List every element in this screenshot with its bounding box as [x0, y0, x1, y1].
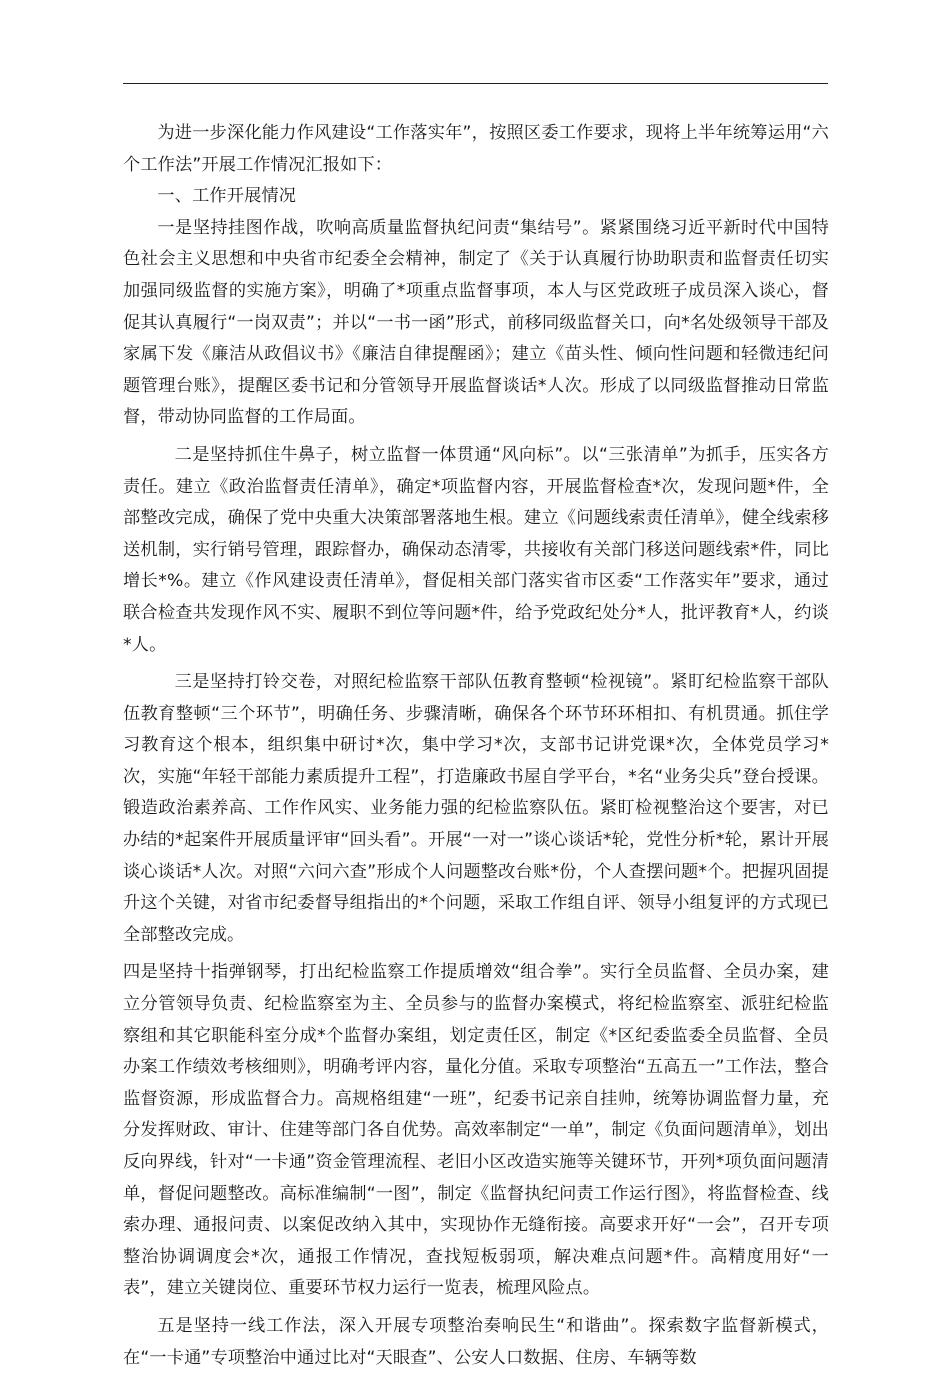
- paragraph-5: 五是坚持一线工作法，深入开展专项整治奏响民生“和谐曲”。探索数字监督新模式，在“一卡通”专项整治中通过比对“天眼查”、公安人口数据、住房、车辆等数: [123, 1315, 829, 1368]
- paragraph-4: 四是坚持十指弹钢琴，打出纪检监察工作提质增效“组合拳”。实行全员监督、全员办案，建立分管领导负责、纪检监察室为主、全员参与的监督办案模式，将纪检监察室、派驻纪检监察组和其它职能科室分成*个监督办案组，划定责任区，制定《*区纪委监委全员监督、全员办案工作绩效考核细则》，明确考评内容，量化分值。采取专项整治“五高五一”工作法，整合监督资源，形成监督合力。高规格组建“一班”，纪委书记亲自挂帅，统筹协调监督力量，充分发挥财政、审计、住建等部门各自优势。高效率制定“一单”，制定《负面问题清单》，划出反向界线，针对“一卡通”资金管理流程、老旧小区改造实施等关键环节，开列*项负面问题清单，督促问题整改。高标准编制“一图”，制定《监督执纪问责工作运行图》，将监督检查、线索办理、通报问责、以案促改纳入其中，实现协作无缝衔接。高要求开好“一会”，召开专项整治协调调度会*次，通报工作情况，查找短板弱项，解决难点问题*件。高精度用好“一表”，建立关键岗位、重要环节权力运行一览表，梳理风险点。: [123, 962, 829, 1299]
- paragraph-3: 三是坚持打铃交卷，对照纪检监察干部队伍教育整顿“检视镜”。紧盯纪检监察干部队伍教育整顿“三个环节”，明确任务、步骤清晰，确保各个环节环环相扣、有机贯通。抓住学习教育这个根本，组织集中研讨*次，集中学习*次，支部书记讲党课*次，全体党员学习*次，实施“年轻干部能力素质提升工程”，打造廉政书屋自学平台，*名“业务尖兵”登台授课。锻造政治素养高、工作作风实、业务能力强的纪检监察队伍。紧盯检视整治这个要害，对已办结的*起案件开展质量评审“回头看”。开展“一对一”谈心谈话*轮，党性分析*轮，累计开展谈心谈话*人次。对照“六问六查”形成个人问题整改台账*份，个人查摆问题*个。把握巩固提升这个关键，对省市纪委督导组指出的*个问题，采取工作组自评、领导小组复评的方式现已全部整改完成。: [123, 672, 829, 945]
- header-rule: [123, 83, 828, 84]
- paragraph-1: 一是坚持挂图作战，吹响高质量监督执纪问责“集结号”。紧紧围绕习近平新时代中国特色社会主义思想和中央省市纪委全会精神，制定了《关于认真履行协助职责和监督责任切实加强同级监督的实施方案》，明确了*项重点监督事项，本人与区党政班子成员深入谈心，督促其认真履行“一岗双责”；并以“一书一函”形式，前移同级监督关口，向*名处级领导干部及家属下发《廉洁从政倡议书》《廉洁自律提醒函》；建立《苗头性、倾向性问题和轻微违纪问题管理台账》，提醒区委书记和分管领导开展监督谈话*人次。形成了以同级监督推动日常监督，带动协同监督的工作局面。: [123, 217, 829, 428]
- section-heading: 一、工作开展情况: [157, 186, 297, 207]
- paragraph-2: 二是坚持抓住牛鼻子，树立监督一体贯通“风向标”。以“三张清单”为抓手，压实各方责任。建立《政治监督责任清单》，确定*项监督内容，开展监督检查*次，发现问题*件，全部整改完成，确保了党中央重大决策部署落地生根。建立《问题线索责任清单》，健全线索移送机制，实行销号管理，跟踪督办，确保动态清零，共接收有关部门移送问题线索*件，同比增长*%。建立《作风建设责任清单》，督促相关部门落实省市区委“工作落实年”要求，通过联合检查共发现作风不实、履职不到位等问题*件，给予党政纪处分*人，批评教育*人，约谈*人。: [123, 444, 829, 655]
- intro-paragraph: 为进一步深化能力作风建设“工作落实年”，按照区委工作要求，现将上半年统筹运用“六个工作法”开展工作情况汇报如下：: [123, 123, 829, 175]
- document-body: [123, 118, 829, 1374]
